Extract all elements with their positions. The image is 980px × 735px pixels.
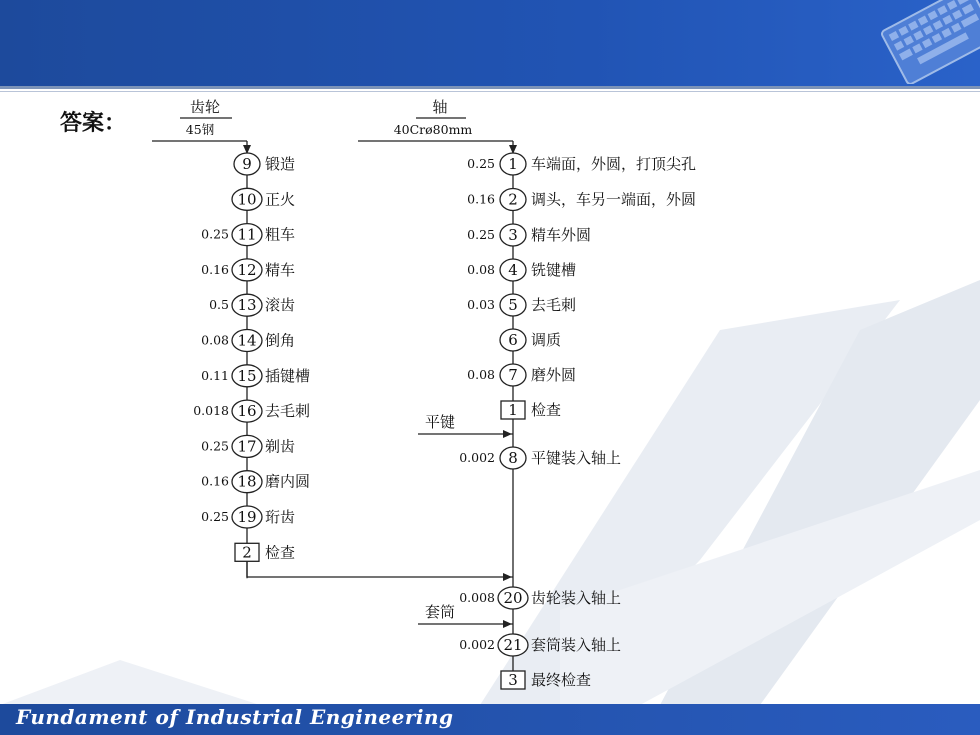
shaft-material-label: 40Crø80mm — [393, 122, 473, 137]
gear-step-number: 16 — [237, 402, 257, 421]
gear-step-number: 10 — [237, 190, 257, 209]
sleeve-label: 套筒 — [424, 603, 456, 621]
gear-time-value: 0.11 — [201, 367, 229, 383]
shaft-operation-label: 精车外圆 — [531, 226, 592, 244]
shaft-operation-label: 调头，车另一端面，外圆 — [531, 190, 697, 209]
assembly-step-number: 20 — [503, 589, 523, 607]
assembly-time-value: 0.008 — [459, 590, 495, 605]
gear-material-label: 45钢 — [185, 122, 215, 137]
shaft-operation-label: 检查 — [531, 401, 562, 419]
assembly-operation-label: 套筒装入轴上 — [531, 636, 622, 654]
shaft-step-number: 4 — [508, 261, 518, 279]
shaft-step-number: 8 — [508, 449, 518, 467]
footer-title: Fundament of Industrial Engineering — [16, 705, 454, 729]
shaft-operation-label: 去毛刺 — [531, 296, 577, 314]
shaft-time-value: 0.03 — [467, 297, 495, 312]
gear-operation-label: 插键槽 — [265, 366, 311, 385]
gear-step-number: 2 — [242, 543, 252, 562]
shaft-step-number: 6 — [508, 331, 518, 349]
shaft-step-number: 7 — [508, 366, 518, 384]
shaft-time-value: 0.25 — [467, 227, 495, 242]
gear-time-value: 0.16 — [201, 473, 229, 489]
gear-step-number: 18 — [237, 472, 257, 491]
gear-step-number: 19 — [237, 508, 257, 526]
gear-operation-label: 精车 — [265, 260, 296, 279]
gear-operation-label: 检查 — [265, 543, 296, 562]
gear-operation-label: 珩齿 — [265, 508, 296, 526]
gear-step-number: 14 — [237, 331, 257, 350]
gear-operation-label: 磨内圆 — [265, 472, 311, 491]
gear-step-number: 15 — [237, 366, 257, 385]
gear-operation-label: 锻造 — [265, 155, 296, 173]
gear-time-value: 0.25 — [201, 509, 229, 524]
shaft-step-number: 1 — [508, 401, 518, 419]
flat-key-arrowhead — [503, 430, 512, 438]
assembly-step-number: 21 — [503, 636, 523, 654]
gear-time-value: 0.25 — [201, 438, 229, 454]
gear-step-number: 12 — [237, 260, 257, 279]
shaft-operation-label: 铣键槽 — [531, 261, 577, 279]
answer-label: 答案： — [60, 110, 127, 136]
shaft-step-number: 5 — [508, 296, 518, 314]
gear-operation-label: 滚齿 — [265, 296, 296, 315]
gear-step-number: 17 — [237, 437, 257, 456]
assembly-operation-label: 齿轮装入轴上 — [531, 589, 622, 607]
assembly-time-value: 0.002 — [459, 637, 495, 652]
shaft-operation-label: 车端面，外圆，打顶尖孔 — [531, 155, 697, 173]
gear-operation-label: 正火 — [265, 190, 296, 209]
shaft-time-value: 0.25 — [467, 156, 495, 171]
sleeve-arrowhead — [503, 620, 512, 628]
shaft-operation-label: 平键装入轴上 — [531, 449, 622, 467]
shaft-operation-label: 磨外圆 — [531, 366, 577, 384]
assembly-operation-label: 最终检查 — [531, 671, 592, 689]
gear-step-number: 9 — [242, 155, 252, 173]
gear-step-number: 13 — [237, 296, 257, 315]
shaft-step-number: 2 — [508, 190, 518, 209]
flat-key-label: 平键 — [424, 413, 456, 431]
shaft-time-value: 0.002 — [459, 450, 495, 465]
shaft-step-number: 1 — [508, 155, 518, 173]
shaft-step-number: 3 — [508, 226, 518, 244]
shaft-time-value: 0.16 — [467, 191, 495, 207]
gear-operation-label: 剃齿 — [265, 437, 296, 456]
gear-operation-label: 倒角 — [265, 331, 296, 350]
gear-step-number: 11 — [237, 225, 257, 244]
gear-time-value: 0.25 — [201, 226, 229, 242]
shaft-time-value: 0.08 — [467, 367, 495, 382]
shaft-part-label: 轴 — [432, 98, 448, 116]
gear-time-value: 0.08 — [201, 332, 229, 348]
shaft-operation-label: 调质 — [531, 331, 562, 349]
gear-join-arrowhead — [503, 573, 512, 581]
assembly-step-number: 3 — [508, 671, 518, 689]
shaft-time-value: 0.08 — [467, 262, 495, 277]
gear-operation-label: 粗车 — [265, 225, 296, 244]
gear-time-value: 0.5 — [209, 297, 229, 313]
gear-part-label: 齿轮 — [189, 98, 221, 116]
gear-operation-label: 去毛刺 — [265, 402, 311, 421]
gear-time-value: 0.018 — [193, 403, 229, 419]
gear-time-value: 0.16 — [201, 261, 229, 277]
